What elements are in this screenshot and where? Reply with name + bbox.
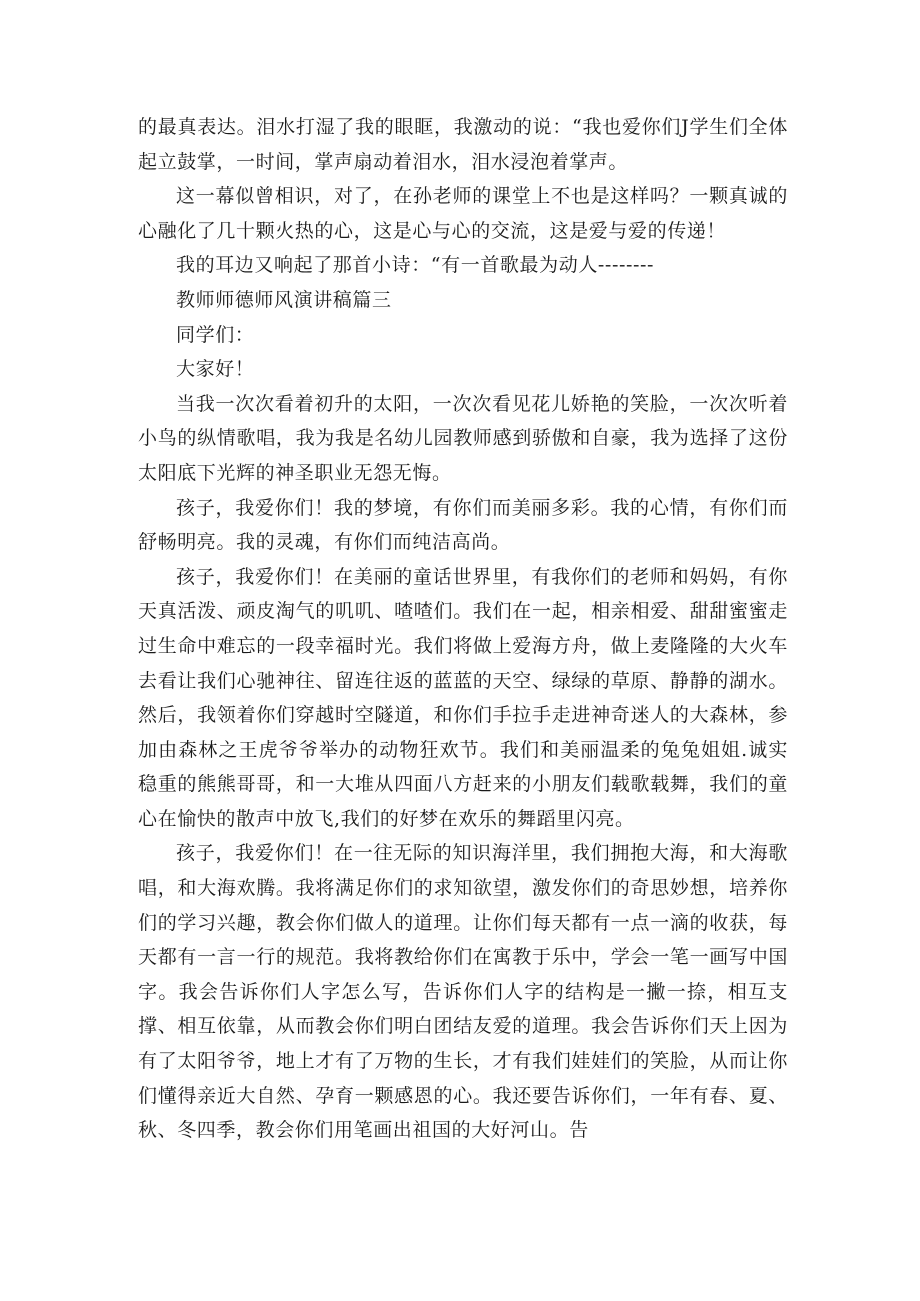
paragraph-7: 当我一次次看着初升的太阳，一次次看见花儿娇艳的笑脸，一次次听着小鸟的纵情歌唱，我为我是名幼儿园教师感到骄傲和自豪，我为选择了这份太阳底下光辉的神圣职业无怨无悔。 [138,392,788,484]
paragraph-1: 的最真表达。泪水打湿了我的眼眶，我激动的说：“我也爱你们J学生们全体起立鼓掌，一时间，掌声扇动着泪水，泪水浸泡着掌声。 [138,116,788,173]
section-heading: 教师师德师风演讲稿篇三 [176,288,392,311]
document-body [138,110,788,1148]
paragraph-8: 孩子，我爱你们！我的梦境，有你们而美丽多彩。我的心情，有你们而舒畅明亮。我的灵魂，有你们而纯洁高尚。 [138,496,788,554]
salutation: 同学们： [176,323,255,346]
paragraph-9: 孩子，我爱你们！在美丽的童话世界里，有我你们的老师和妈妈，有你天真活泼、顽皮淘气的叽叽、喳喳们。我们在一起，相亲相爱、甜甜蜜蜜走过生命中难忘的一段幸福时光。我们将做上爱海方舟，做上麦隆隆的大火车去看让我们心驰神往、留连往返的蓝蓝的天空、绿绿的草原、静静的湖水。然后，我领着你们穿越时空隧道，和你们手拉手走进神奇迷人的大森林，参加由森林之王虎爷爷举办的动物狂欢节。我们和美丽温柔的兔兔姐姐.诚实稳重的熊熊哥哥，和一大堆从四面八方赶来的小朋友们载歌载舞，我们的童心在愉快的散声中放飞,我们的好梦在欢乐的舞蹈里闪亮。 [138,565,788,830]
paragraph-3: 我的耳边又响起了那首小诗：“有一首歌最为动人-------- [176,254,655,277]
paragraph-10: 孩子，我爱你们！在一往无际的知识海洋里，我们拥抱大海，和大海歌唱，和大海欢腾。我将满足你们的求知欲望，激发你们的奇思妙想，培养你们的学习兴趣，教会你们做人的道理。让你们每天都有一点一滴的收获，每天都有一言一行的规范。我将教给你们在寓教于乐中，学会一笔一画写中国字。我会告诉你们人字怎么写，告诉你们人字的结构是一撇一捺，相互支撑、相互依靠，从而教会你们明白团结友爱的道理。我会告诉你们天上因为有了太阳爷爷，地上才有了万物的生长，才有我们娃娃们的笑脸，从而让你们懂得亲近大自然、孕育一颗感恩的心。我还要告诉你们，一年有春、夏、秋、冬四季，教会你们用笔画出祖国的大好河山。告 [138,842,788,1142]
greeting: 大家好！ [176,358,255,381]
paragraph-2: 这一幕似曾相识，对了，在孙老师的课堂上不也是这样吗？一颗真诚的心融化了几十颗火热的心，这是心与心的交流，这是爱与爱的传递！ [138,185,788,242]
